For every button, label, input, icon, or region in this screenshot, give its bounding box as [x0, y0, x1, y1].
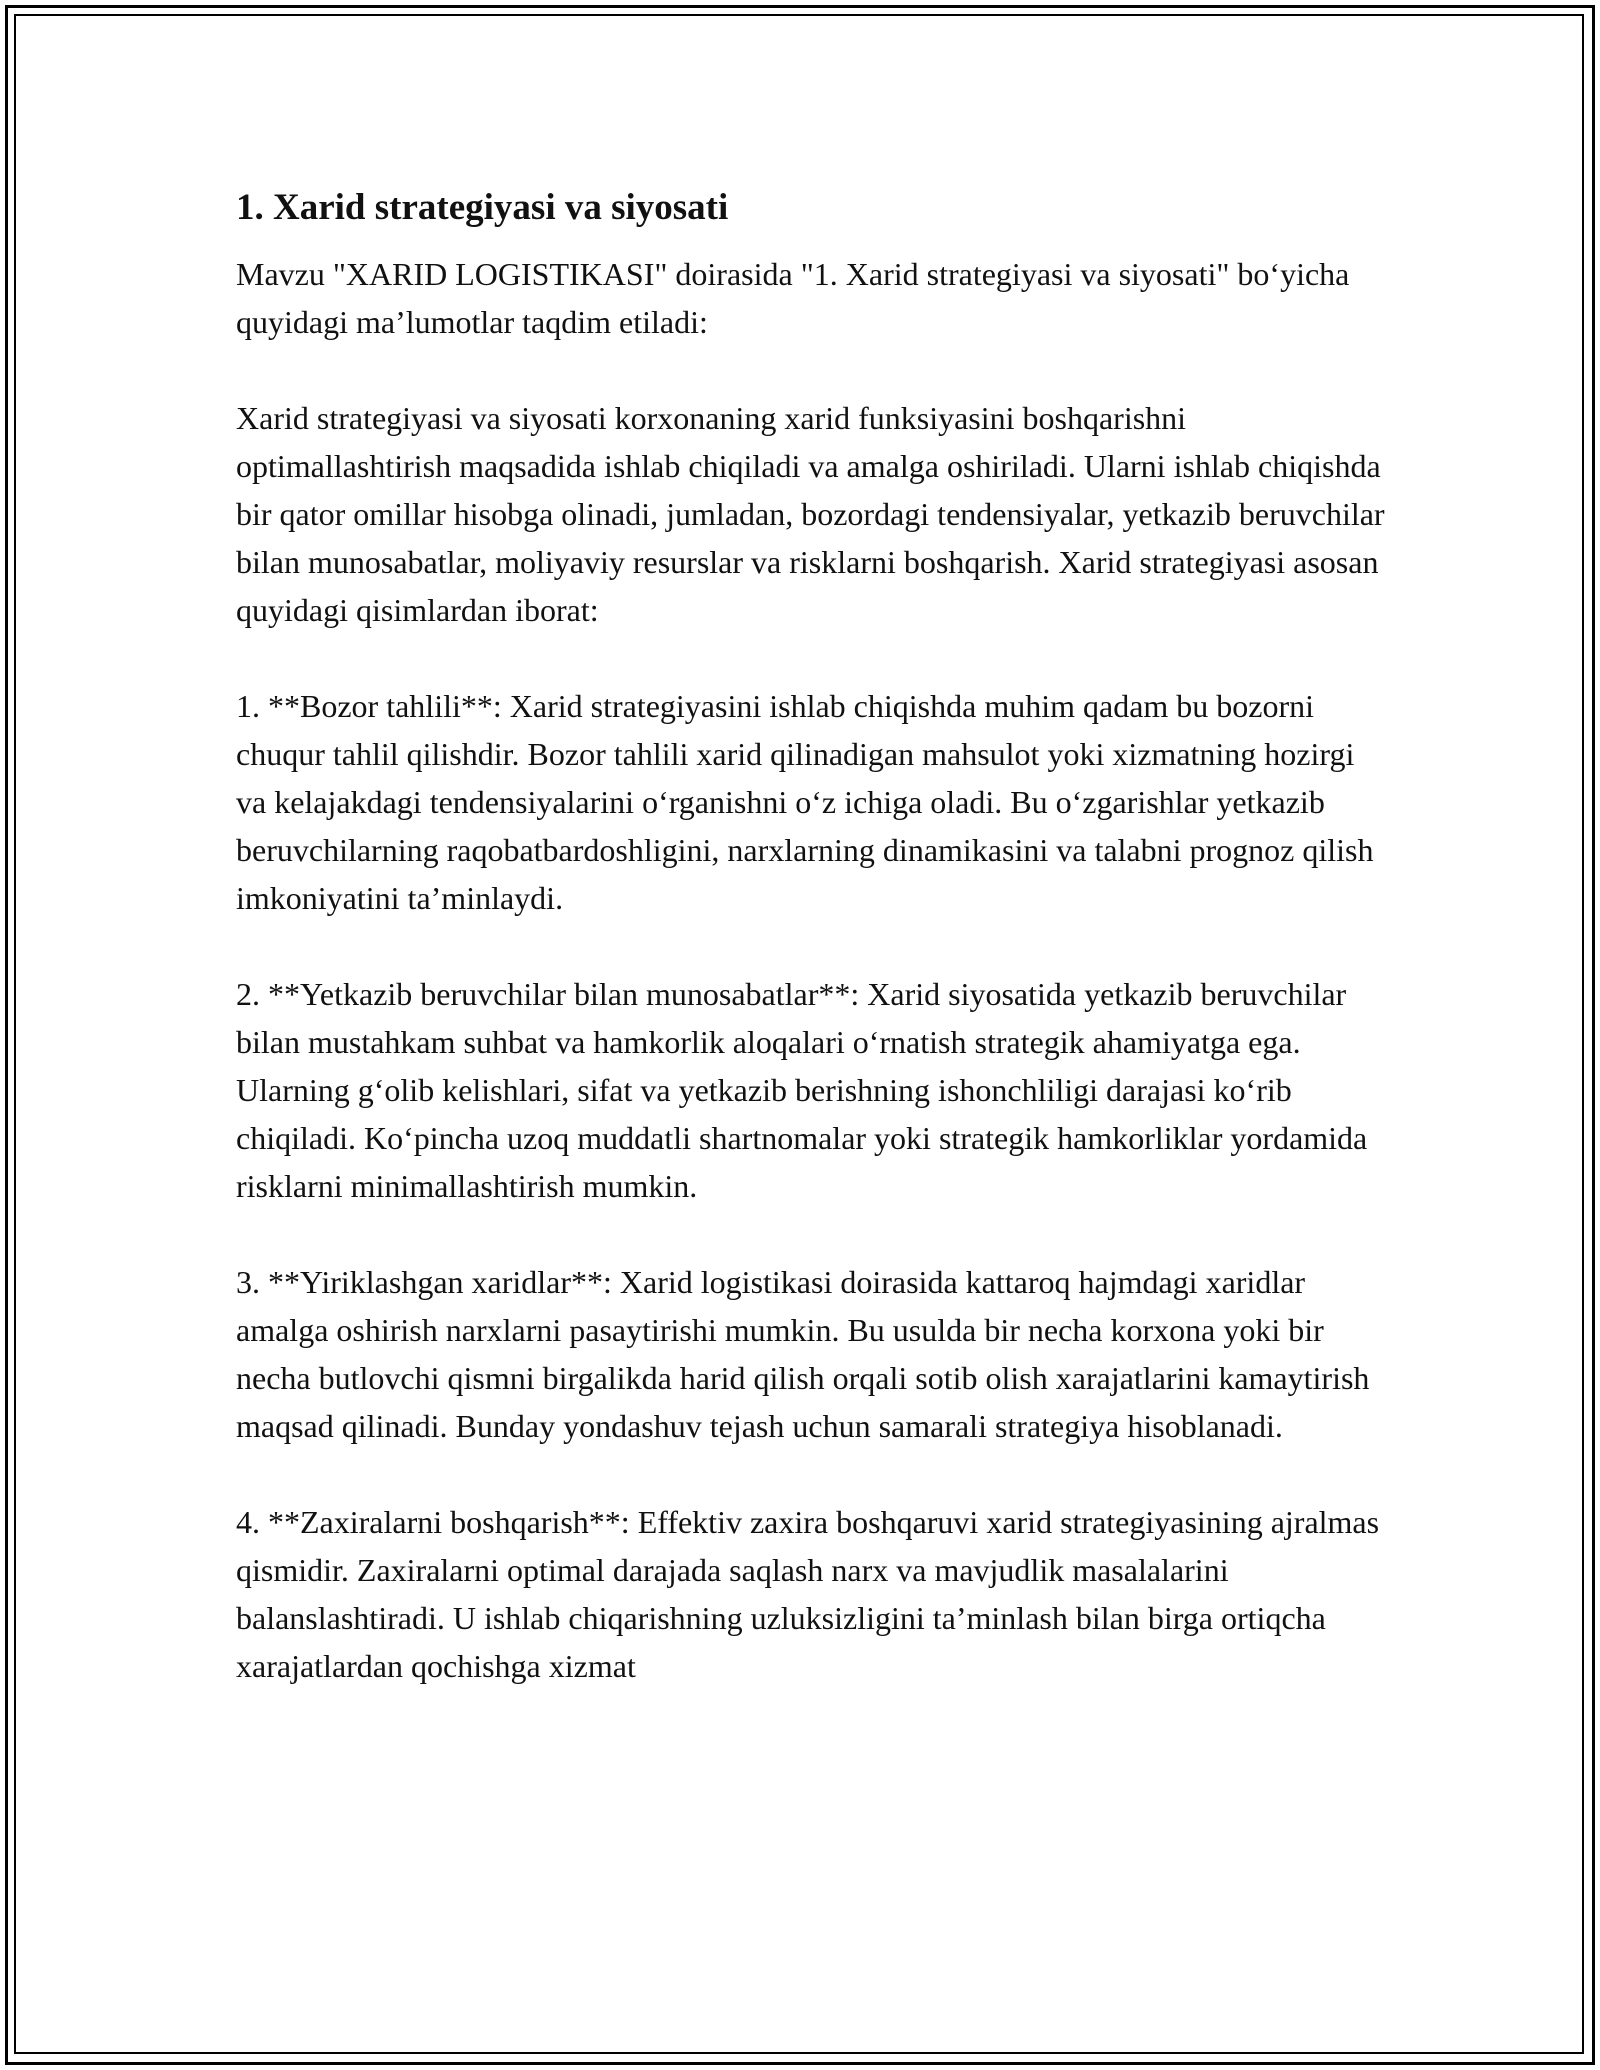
list-item-bulk-purchasing: 3. **Yiriklashgan xaridlar**: Xarid logistikasi doirasida kattaroq hajmdagi xaridlar amalga oshirish narxlarni pasaytirishi mumkin. Bu usulda bir necha korxona yoki bir necha butlovchi qismni birgalikda harid qilish orqali sotib olish xarajatlarini kamaytirish maqsad qilinadi. Bunday yondashuv tejash uchun samarali strategiya hisoblanadi. — [236, 1264, 1370, 1445]
intro-paragraph: Mavzu "XARID LOGISTIKASI" doirasida "1. Xarid strategiyasi va siyosati" bo‘yicha quyidagi ma’lumotlar taqdim etiladi: — [236, 256, 1350, 341]
overview-paragraph: Xarid strategiyasi va siyosati korxonaning xarid funksiyasini boshqarishni optimallashtirish maqsadida ishlab chiqiladi va amalga oshiriladi. Ularni ishlab chiqishda bir qator omillar hisobga olinadi, jumladan, bozordagi tendensiyalar, yetkazib beruvchilar bilan munosabatlar, moliyaviy resurslar va risklarni boshqarish. Xarid strategiyasi asosan quyidagi qisimlardan iborat: — [236, 400, 1385, 629]
list-item-inventory-management: 4. **Zaxiralarni boshqarish**: Effektiv zaxira boshqaruvi xarid strategiyasining ajralmas qismidir. Zaxiralarni optimal darajada saqlash narx va mavjudlik masalalarini balanslashtiradi. U ishlab chiqarishning uzluksizligini ta’minlash bilan birga ortiqcha xarajatlardan qochishga xizmat — [236, 1504, 1380, 1685]
document-title: 1. Xarid strategiyasi va siyosati — [236, 187, 729, 228]
document-body — [236, 186, 1386, 1690]
list-item-market-analysis: 1. **Bozor tahlili**: Xarid strategiyasini ishlab chiqishda muhim qadam bu bozorni chuqur tahlil qilishdir. Bozor tahlili xarid qilinadigan mahsulot yoki xizmatning hozirgi va kelajakdagi tendensiyalarini o‘rganishni o‘z ichiga oladi. Bu o‘zgarishlar yetkazib beruvchilarning raqobatbardoshligini, narxlarning dinamikasini va talabni prognoz qilish imkoniyatini ta’minlaydi. — [236, 688, 1374, 917]
list-item-supplier-relations: 2. **Yetkazib beruvchilar bilan munosabatlar**: Xarid siyosatida yetkazib beruvchilar bilan mustahkam suhbat va hamkorlik aloqalari o‘rnatish strategik ahamiyatga ega. Ularning g‘olib kelishlari, sifat va yetkazib berishning ishonchliligi darajasi ko‘rib chiqiladi. Ko‘pincha uzoq muddatli shartnomalar yoki strategik hamkorliklar yordamida risklarni minimallashtirish mumkin. — [236, 976, 1368, 1205]
